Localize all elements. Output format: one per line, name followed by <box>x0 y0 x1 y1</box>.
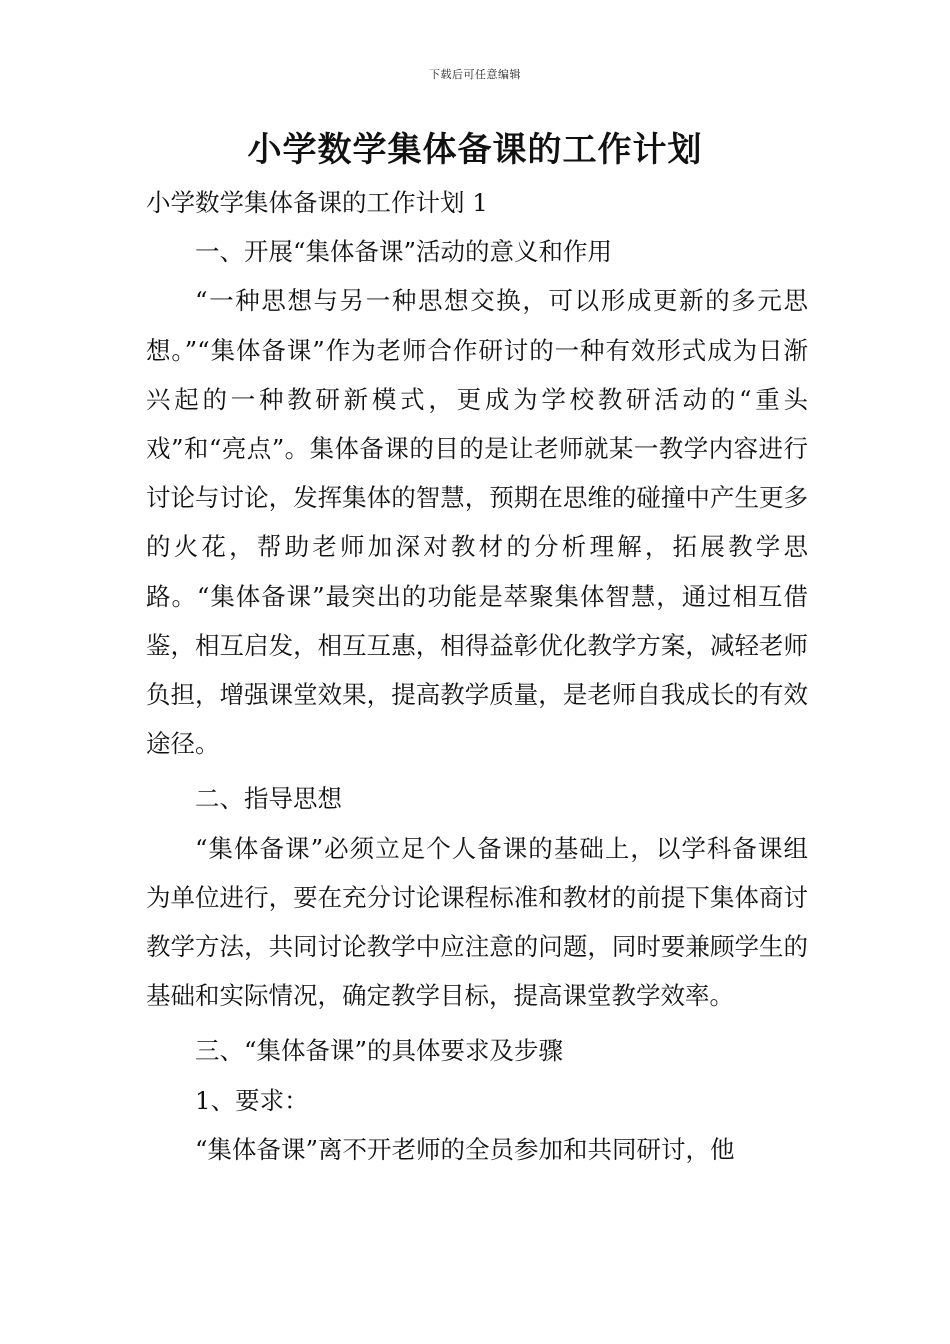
section-heading-2: 二、指导思想 <box>195 784 342 814</box>
section-paragraph-3: “集体备课”离不开老师的全员参加和共同研讨，他 <box>195 1134 735 1164</box>
document-subtitle: 小学数学集体备课的工作计划 1 <box>146 188 488 217</box>
section-paragraph-2: “集体备课”必须立足个人备课的基础上，以学科备课组为单位进行，要在充分讨论课程标准和教材的前提下集体商讨教学方法，共同讨论教学中应注意的问题，同时要兼顾学生的基础和实际情况，确定教学目标，提高课堂教学效率。 <box>146 833 808 1011</box>
header-note: 下载后可任意编辑 <box>429 68 521 81</box>
section-heading-3: 三、“集体备课”的具体要求及步骤 <box>195 1036 564 1066</box>
document-body <box>146 178 808 1174</box>
section-subheading-requirements: 1、要求： <box>195 1085 309 1115</box>
section-heading-1: 一、开展“集体备课”活动的意义和作用 <box>195 237 613 267</box>
section-paragraph-1: “一种思想与另一种思想交换，可以形成更新的多元思想。”“集体备课”作为老师合作研讨的一种有效形式成为日渐兴起的一种教研新模式，更成为学校教研活动的“重头戏”和“亮点”。集体备课的目的是让老师就某一教学内容进行讨论与讨论，发挥集体的智慧，预期在思维的碰撞中产生更多的火花，帮助老师加深对教材的分析理解，拓展教学思路。“集体备课”最突出的功能是萃聚集体智慧，通过相互借鉴，相互启发，相互互惠，相得益彰优化教学方案，减轻老师负担，增强课堂效果，提高教学质量，是老师自我成长的有效途径。 <box>146 286 808 759</box>
document-title: 小学数学集体备课的工作计划 <box>247 130 703 170</box>
